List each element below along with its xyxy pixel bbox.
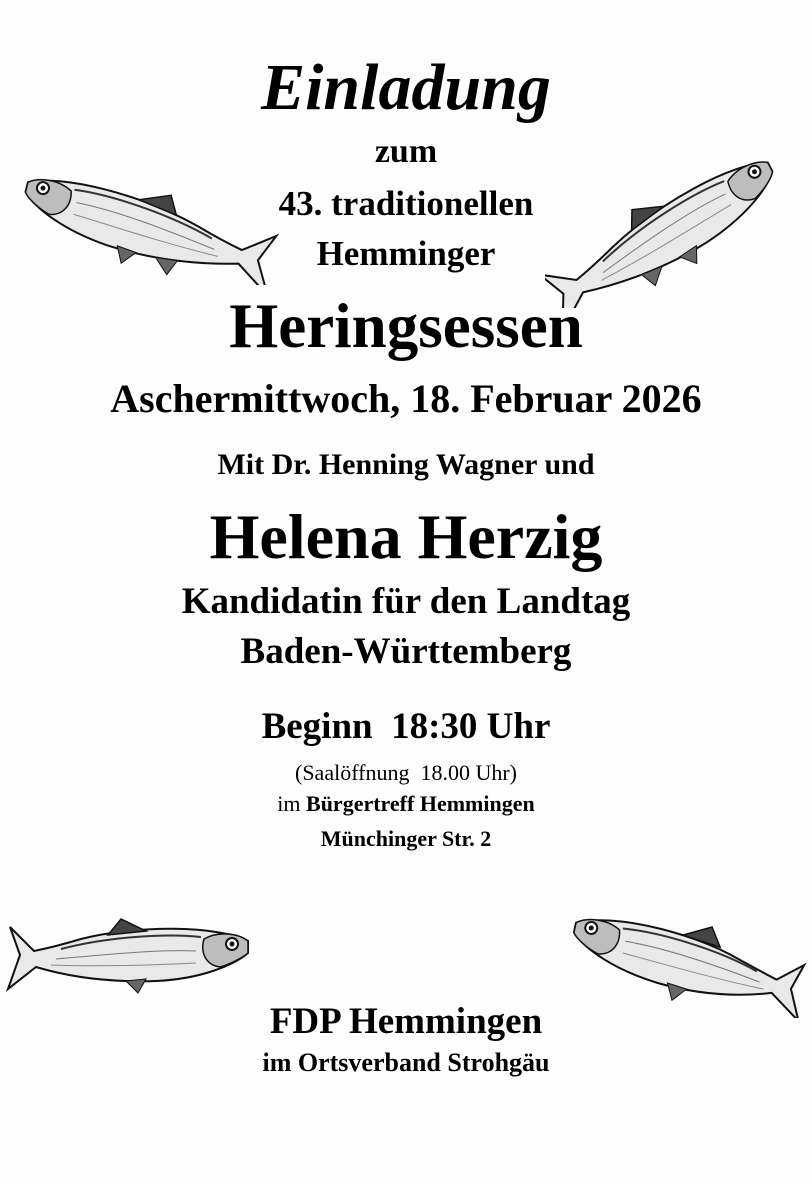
venue	[0, 791, 812, 817]
invitation-title: Einladung	[261, 51, 551, 124]
event-name: Heringsessen	[229, 291, 583, 361]
guest-role-line2: Baden-Württemberg	[240, 631, 572, 672]
herring-fish-icon	[545, 148, 795, 308]
main-guest-name: Helena Herzig	[209, 501, 603, 572]
host-name: FDP Hemmingen	[269, 1001, 543, 1042]
invitation-line-zum: zum	[374, 133, 438, 170]
invitation-line-traditional: 43. traditionellen	[278, 184, 534, 223]
start-time: Beginn 18:30 Uhr	[261, 706, 551, 747]
guest-role-line1: Kandidatin für den Landtag	[181, 581, 631, 622]
invitation-line-hemminger: Hemminger	[316, 234, 496, 273]
venue-address: Münchinger Str. 2	[320, 826, 492, 851]
venue-prefix: im	[277, 791, 301, 816]
venue-name: Bürgertreff Hemmingen	[306, 791, 535, 816]
guests-intro: Mit Dr. Henning Wagner und	[217, 448, 595, 481]
herring-fish-icon	[6, 913, 256, 998]
doors-open-time: (Saalöffnung 18.00 Uhr)	[295, 760, 517, 785]
event-date: Aschermittwoch, 18. Februar 2026	[110, 376, 702, 421]
host-association: im Ortsverband Strohgäu	[262, 1048, 550, 1077]
